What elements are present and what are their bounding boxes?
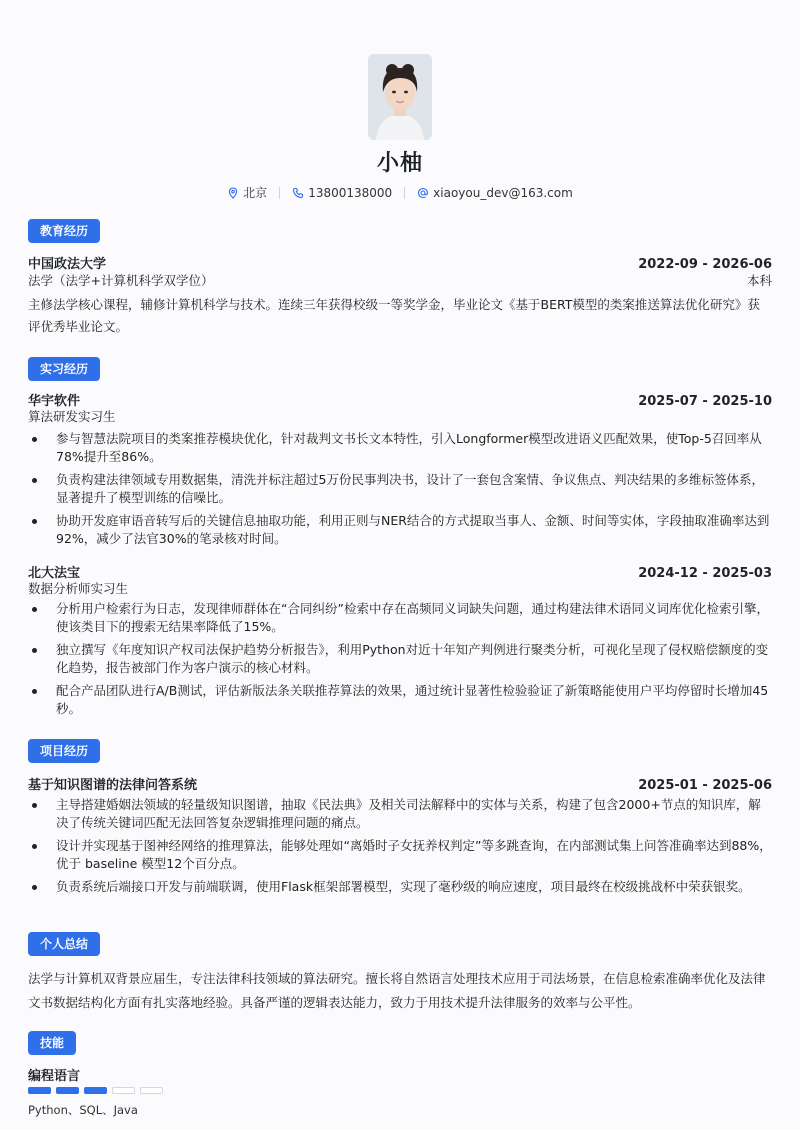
bullet-item (28, 600, 772, 636)
bullet-dot (32, 648, 37, 653)
email-text[interactable]: xiaoyou_dev@163.com (433, 185, 573, 200)
bullet-item (28, 512, 772, 548)
bullet-item (28, 430, 772, 466)
skill-items: Python、SQL、Java (28, 1103, 138, 1117)
project-header (28, 774, 772, 793)
company-name: 华宇软件 (28, 394, 81, 409)
phone-icon (292, 187, 304, 199)
contact-location (227, 184, 267, 201)
bullet-dot (32, 437, 37, 442)
skill-level-segment (140, 1087, 163, 1094)
major: 法学（法学+计算机科学双学位） (28, 273, 214, 288)
education-period: 2022-09 - 2026-06 (638, 257, 772, 272)
skill-items-row (28, 1102, 772, 1118)
location-pin-icon (227, 187, 239, 199)
avatar-portrait-icon (368, 54, 432, 140)
job-role: 算法研发实习生 (28, 409, 116, 424)
bullet-item (28, 837, 772, 873)
job-period: 2025-07 - 2025-10 (638, 394, 772, 409)
email-at-icon (417, 187, 429, 199)
bullet-dot (32, 607, 37, 612)
job-bullets (28, 430, 772, 553)
candidate-name: 小柚 (376, 151, 423, 176)
phone-text: 13800138000 (308, 185, 393, 200)
bullet-text: 主导搭建婚姻法领域的轻量级知识图谱，抽取《民法典》及相关司法解释中的实体与关系，构建了包含2000+节点的知识库，解决了传统关键词匹配无法回答复杂逻辑推理问题的痛点。 (56, 797, 761, 830)
skill-level-segment (56, 1087, 79, 1094)
summary-text: 法学与计算机双背景应届生，专注法律科技领域的算法研究。擅长将自然语言处理技术应用于司法场景，在信息检索准确率优化及法律文书数据结构化方面有扎实落地经验。具备严谨的逻辑表达能力，致力于用技术提升法律服务的效率与公平性。 (28, 971, 766, 1010)
skill-level-segment (112, 1087, 135, 1094)
project-period: 2025-01 - 2025-06 (638, 778, 772, 793)
skill-level-segment (28, 1087, 51, 1094)
bullet-dot (32, 844, 37, 849)
bullet-text: 负责系统后端接口开发与前端联调，使用Flask框架部署模型，实现了毫秒级的响应速度，项目最终在校级挑战杯中荣获银奖。 (56, 879, 751, 894)
skill-level-segment (84, 1087, 107, 1094)
skill-level-meter (28, 1087, 163, 1094)
section-badge-project: 项目经历 (28, 739, 100, 763)
bullet-item (28, 641, 772, 677)
bullet-text: 分析用户检索行为日志，发现律师群体在“合同纠纷”检索中存在高频同义词缺失问题，通过构建法律术语同义词库优化检索引擎，使该类目下的搜索无结果率降低了15%。 (56, 601, 769, 634)
education-header (28, 253, 772, 272)
bullet-dot (32, 689, 37, 694)
section-badge-skills: 技能 (28, 1031, 76, 1055)
job-role-row (28, 579, 772, 597)
bullet-text: 参与智慧法院项目的类案推荐模块优化，针对裁判文书长文本特性，引入Longformer模型改进语义匹配效果，使Top-5召回率从78%提升至86%。 (56, 431, 762, 464)
job-role: 数据分析师实习生 (28, 581, 129, 596)
bullet-text: 设计并实现基于图神经网络的推理算法，能够处理如“离婚时子女抚养权判定”等多跳查询，在内部测试集上问答准确率达到88%，优于 baseline 模型12个百分点。 (56, 838, 772, 871)
bullet-text: 配合产品团队进行A/B测试，评估新版法条关联推荐算法的效果，通过统计显著性检验验证了新策略能使用户平均停留时长增加45秒。 (56, 683, 769, 716)
skill-category: 编程语言 (28, 1069, 81, 1084)
education-description: 主修法学核心课程，辅修计算机科学与技术。连续三年获得校级一等奖学金，毕业论文《基于BERT模型的类案推送算法优化研究》获评优秀毕业论文。 (28, 297, 760, 334)
contact-bar (0, 184, 800, 201)
job-bullets (28, 600, 772, 723)
company-name: 北大法宝 (28, 566, 81, 581)
bullet-item (28, 796, 772, 832)
section-badge-education: 教育经历 (28, 219, 100, 243)
bullet-dot (32, 519, 37, 524)
bullet-item (28, 471, 772, 507)
education-subheader (28, 271, 772, 289)
profile-photo (368, 54, 432, 140)
project-bullets (28, 796, 772, 901)
bullet-item (28, 682, 772, 718)
location-text: 北京 (243, 186, 268, 200)
bullet-text: 独立撰写《年度知识产权司法保护趋势分析报告》，利用Python对近十年知产判例进行聚类分析，可视化呈现了侵权赔偿额度的变化趋势，报告被部门作为客户演示的核心材料。 (56, 642, 769, 675)
contact-email (417, 186, 573, 200)
contact-divider (279, 187, 280, 199)
bullet-dot (32, 885, 37, 890)
school-name: 中国政法大学 (28, 257, 107, 272)
contact-divider (404, 187, 405, 199)
job-role-row (28, 407, 772, 425)
bullet-dot (32, 478, 37, 483)
job-period: 2024-12 - 2025-03 (638, 566, 772, 581)
bullet-item (28, 878, 772, 896)
skill-category-row (28, 1065, 772, 1084)
contact-phone (292, 186, 392, 200)
bullet-text: 负责构建法律领域专用数据集，清洗并标注超过5万份民事判决书，设计了一套包含案情、争议焦点、判决结果的多维标签体系，显著提升了模型训练的信噪比。 (56, 472, 764, 505)
section-badge-summary: 个人总结 (28, 932, 100, 956)
bullet-dot (32, 803, 37, 808)
project-title: 基于知识图谱的法律问答系统 (28, 778, 198, 793)
bullet-text: 协助开发庭审语音转写后的关键信息抽取功能，利用正则与NER结合的方式提取当事人、金额、时间等实体，字段抽取准确率达到92%，减少了法官30%的笔录核对时间。 (56, 513, 770, 546)
section-badge-internship: 实习经历 (28, 357, 100, 381)
degree: 本科 (746, 273, 772, 288)
